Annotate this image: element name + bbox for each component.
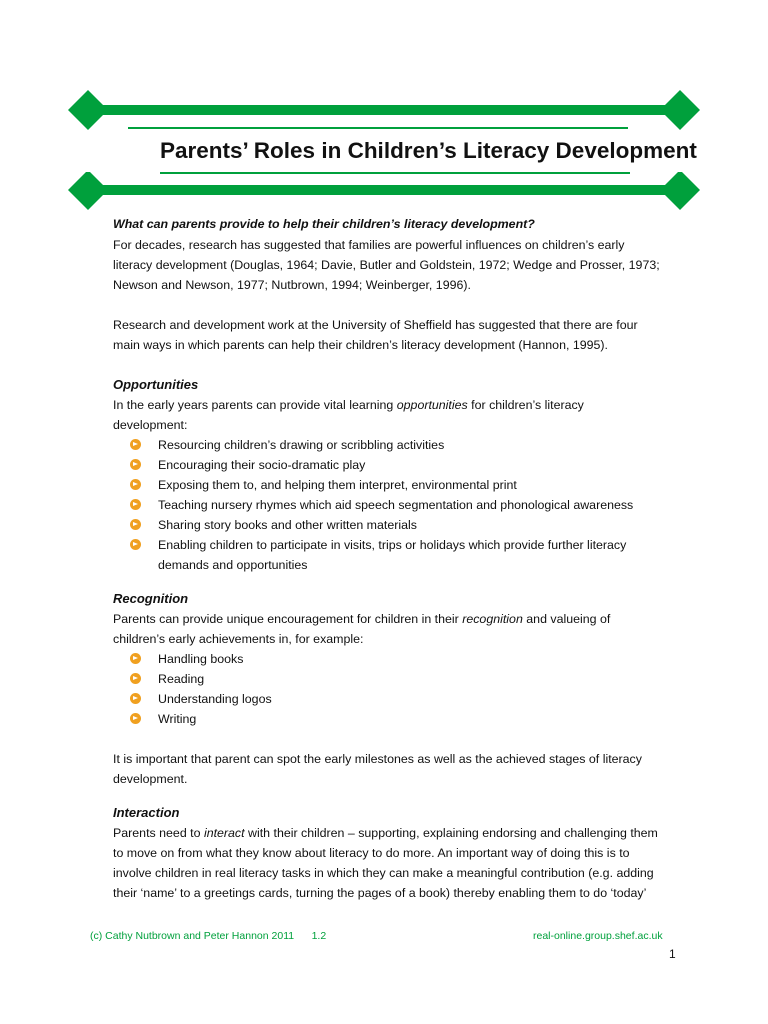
interaction-line-1: Parents need to interact with their children – supporting, explaining endorsing and challenging them — [113, 826, 658, 840]
list-item: Encouraging their socio-dramatic play — [113, 455, 679, 475]
title-rule-top — [128, 127, 628, 129]
recognition-heading: Recognition — [113, 591, 189, 606]
intro-line-2: literacy development (Douglas, 1964; Davie, Butler and Goldstein, 1972; Wedge and Prosser, 1973; — [113, 258, 660, 272]
list-item: Handling books — [113, 649, 679, 669]
list-item: Resourcing children’s drawing or scribbling activities — [113, 435, 679, 455]
research-line-2: main ways in which parents can help their children’s literacy development (Hannon, 1995). — [113, 338, 608, 352]
green-banner-top — [0, 90, 768, 130]
arrow-bullet-icon — [130, 673, 141, 684]
arrow-bullet-icon — [130, 713, 141, 724]
arrow-bullet-icon — [130, 439, 141, 450]
arrow-bullet-icon — [130, 653, 141, 664]
recognition-lead-line-2: children’s early achievements in, for example: — [113, 632, 364, 646]
intro-line-1: For decades, research has suggested that families are powerful influences on children’s early — [113, 238, 625, 252]
arrow-bullet-icon — [130, 539, 141, 550]
interaction-line-4: their ‘name’ to a greetings cards, turning the pages of a book) thereby enabling them to do ‘today’ — [113, 886, 647, 900]
recognition-list — [113, 649, 679, 729]
opportunities-lead: In the early years parents can provide vital learning opportunities for children’s literacy — [113, 398, 584, 412]
interaction-heading: Interaction — [113, 805, 180, 820]
footer-website[interactable]: real-online.group.shef.ac.uk — [533, 930, 663, 942]
document-body — [113, 214, 679, 903]
intro-line-3: Newson and Newson, 1977; Nutbrown, 1994; Weinberger, 1996). — [113, 278, 471, 292]
list-item: Sharing story books and other written materials — [113, 515, 679, 535]
list-item: Reading — [113, 669, 679, 689]
list-item: Teaching nursery rhymes which aid speech segmentation and phonological awareness — [113, 495, 679, 515]
opportunities-heading: Opportunities — [113, 377, 199, 392]
recognition-after-line-1: It is important that parent can spot the early milestones as well as the achieved stages of literacy — [113, 752, 642, 766]
arrow-bullet-icon — [130, 693, 141, 704]
interaction-line-2: to move on from what they know about literacy to do more. An important way of doing this is to — [113, 846, 630, 860]
recognition-lead: Parents can provide unique encouragement for children in their recognition and valueing of — [113, 612, 611, 626]
page-title: Parents’ Roles in Children’s Literacy Development — [160, 138, 697, 163]
green-banner-bottom — [0, 172, 768, 212]
page-number: 1 — [669, 947, 676, 961]
research-line-1: Research and development work at the University of Sheffield has suggested that there are four — [113, 318, 638, 332]
interaction-line-3: involve children in real literacy tasks in which they can make a meaningful contribution (e.g. adding — [113, 866, 654, 880]
footer-copyright: (c) Cathy Nutbrown and Peter Hannon 2011 1.2 — [90, 930, 327, 942]
opportunities-lead-line-2: development: — [113, 418, 188, 432]
arrow-bullet-icon — [130, 519, 141, 530]
arrow-bullet-icon — [130, 459, 141, 470]
list-item: Understanding logos — [113, 689, 679, 709]
recognition-after-line-2: development. — [113, 772, 188, 786]
arrow-bullet-icon — [130, 499, 141, 510]
question-heading: What can parents provide to help their children’s literacy development? — [113, 217, 535, 231]
list-item: Enabling children to participate in visits, trips or holidays which provide further literacy demands and opportunities — [113, 535, 679, 575]
arrow-bullet-icon — [130, 479, 141, 490]
opportunities-list — [113, 435, 679, 575]
list-item: Exposing them to, and helping them interpret, environmental print — [113, 475, 679, 495]
list-item: Writing — [113, 709, 679, 729]
